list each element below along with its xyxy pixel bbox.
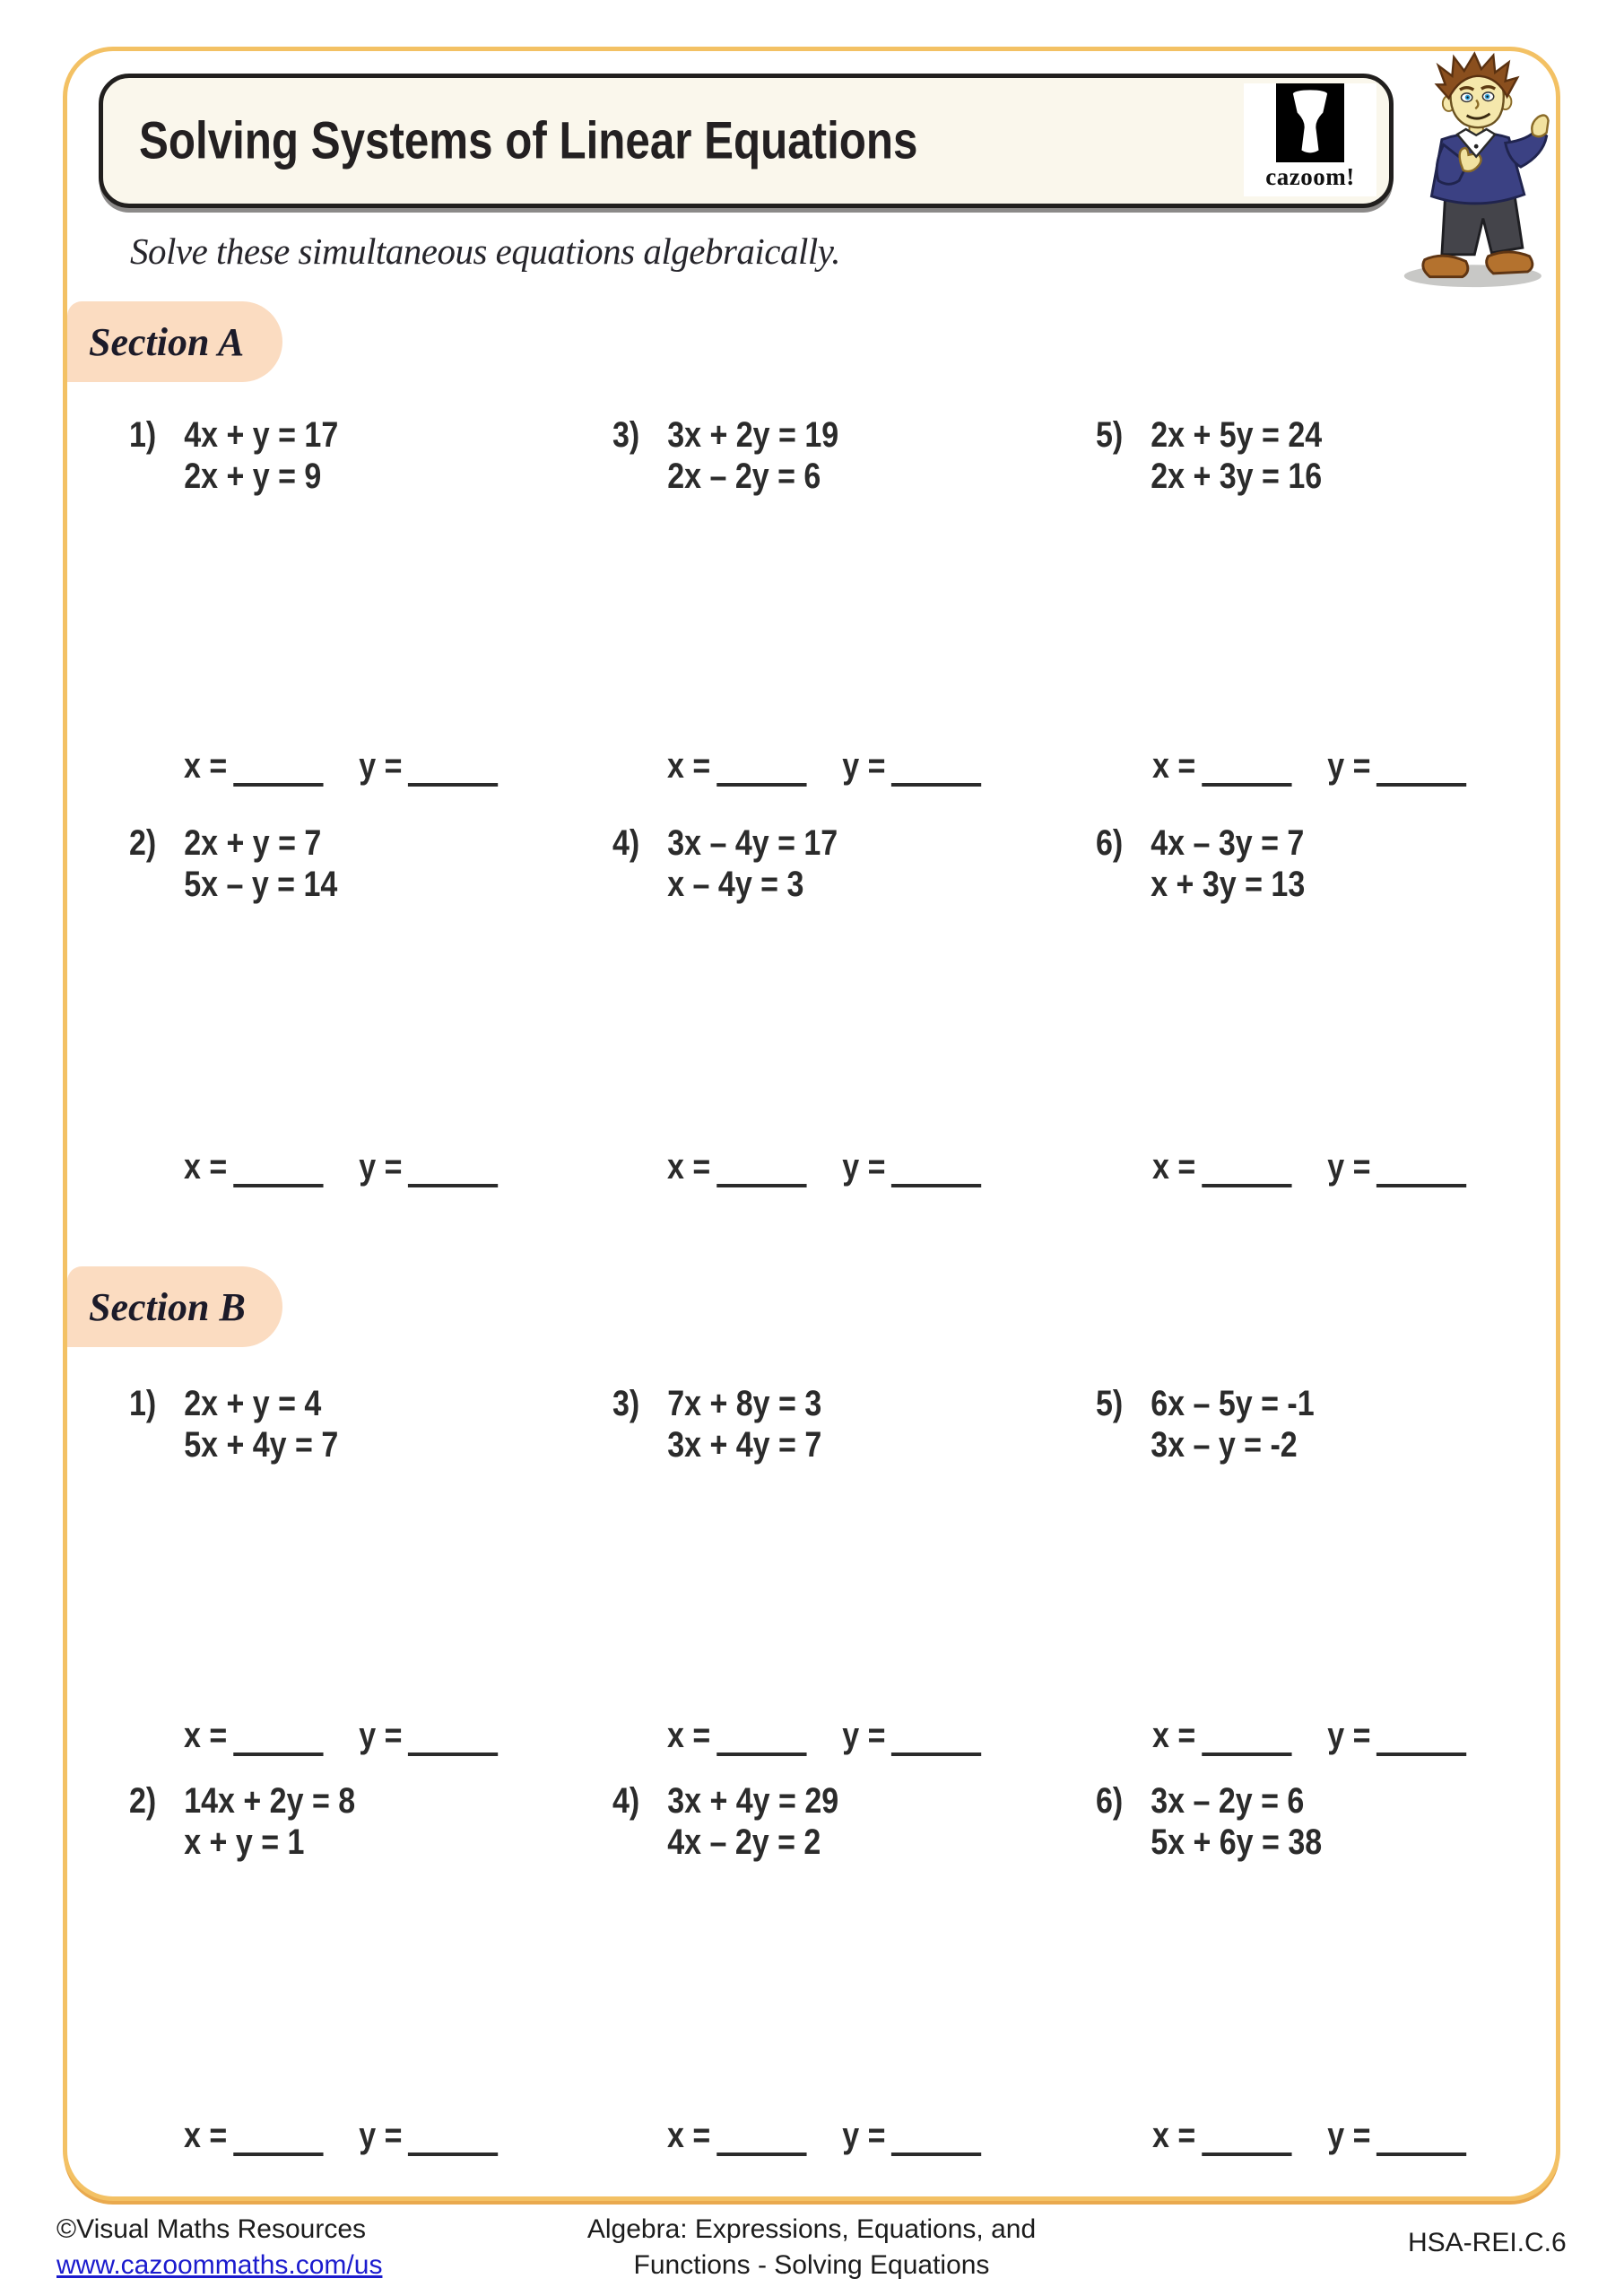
footer-topic-line1: Algebra: Expressions, Equations, and (586, 2214, 1037, 2244)
answer-x-label: x = (184, 746, 228, 786)
answer-blank (891, 1153, 981, 1187)
answer-blank (891, 752, 981, 787)
answer-row (1152, 746, 1467, 787)
answer-x-label: x = (667, 1147, 711, 1187)
answer-x-label: x = (1152, 1716, 1196, 1755)
answer-y-label: y = (359, 746, 403, 786)
answer-row (184, 2116, 499, 2156)
problem-number: 4) (612, 823, 640, 863)
equation-line: 3x + 2y = 19 (667, 415, 839, 455)
equation-line: 4x – 2y = 2 (667, 1822, 821, 1862)
page-title: Solving Systems of Linear Equations (139, 111, 918, 170)
section-a-label: Section A (67, 301, 282, 382)
drum-icon (1276, 83, 1344, 162)
answer-row (1152, 1716, 1467, 1756)
answer-blank (1202, 2122, 1291, 2156)
problem-number: 5) (1096, 415, 1124, 455)
answer-y-label: y = (842, 746, 886, 786)
answer-blank (233, 2122, 323, 2156)
answer-y-label: y = (1327, 2116, 1371, 2155)
equation-line: x + 3y = 13 (1151, 865, 1306, 904)
problem-number: 6) (1096, 1781, 1124, 1821)
answer-blank (716, 1153, 806, 1187)
equation-line: 5x + 6y = 38 (1151, 1822, 1323, 1862)
answer-x-label: x = (184, 2116, 228, 2155)
equation-line: 2x + y = 7 (184, 823, 322, 863)
answer-row (667, 2116, 982, 2156)
answer-blank (408, 2122, 498, 2156)
problem-a6 (1096, 822, 1305, 905)
cazoom-logo (1244, 83, 1376, 196)
problem-b4 (612, 1780, 838, 1863)
footer-standard-code: HSA-REI.C.6 (1408, 2228, 1567, 2257)
answer-y-label: y = (1327, 1147, 1371, 1187)
answer-y-label: y = (1327, 746, 1371, 786)
footer-attribution (56, 2212, 382, 2283)
section-b-label: Section B (67, 1266, 282, 1347)
problem-number: 3) (612, 415, 640, 455)
answer-blank (233, 1722, 323, 1756)
answer-blank (891, 2122, 981, 2156)
answer-row (184, 746, 499, 787)
answer-row (667, 1147, 982, 1187)
answer-blank (1376, 1153, 1466, 1187)
footer-topic (466, 2212, 1157, 2283)
worksheet-instruction: Solve these simultaneous equations algebraically. (130, 230, 840, 272)
problem-number: 6) (1096, 823, 1124, 863)
answer-blank (716, 2122, 806, 2156)
problem-number: 1) (129, 1384, 157, 1423)
equation-line: 3x + 4y = 29 (667, 1781, 839, 1821)
answer-x-label: x = (184, 1716, 228, 1755)
equation-line: 2x + 5y = 24 (1151, 415, 1323, 455)
problem-number: 4) (612, 1781, 640, 1821)
answer-blank (891, 1722, 981, 1756)
answer-x-label: x = (1152, 2116, 1196, 2155)
answer-y-label: y = (359, 1716, 403, 1755)
problem-number: 2) (129, 1781, 157, 1821)
answer-blank (1202, 1153, 1291, 1187)
answer-y-label: y = (842, 1716, 886, 1755)
problem-b5 (1096, 1383, 1315, 1465)
equation-line: 6x – 5y = -1 (1151, 1384, 1315, 1423)
answer-blank (1376, 752, 1466, 787)
answer-blank (408, 752, 498, 787)
answer-blank (233, 752, 323, 787)
problem-b1 (129, 1383, 338, 1465)
equation-line: 3x + 4y = 7 (667, 1425, 822, 1465)
title-box (99, 74, 1394, 208)
answer-row (667, 746, 982, 787)
problem-number: 3) (612, 1384, 640, 1423)
answer-x-label: x = (1152, 1147, 1196, 1187)
answer-y-label: y = (359, 2116, 403, 2155)
answer-blank (716, 1722, 806, 1756)
equation-line: 2x – 2y = 6 (667, 457, 821, 496)
footer-topic-line2: Functions - Solving Equations (633, 2250, 990, 2280)
problem-a5 (1096, 414, 1322, 497)
problem-a4 (612, 822, 838, 905)
problem-number: 5) (1096, 1384, 1124, 1423)
problem-b6 (1096, 1780, 1322, 1863)
answer-row (184, 1147, 499, 1187)
equation-line: 2x + y = 9 (184, 457, 322, 496)
equation-line: 5x – y = 14 (184, 865, 338, 904)
equation-line: 4x + y = 17 (184, 415, 339, 455)
answer-row (1152, 1147, 1467, 1187)
problem-a1 (129, 414, 338, 497)
cazoom-logo-text: cazoom! (1265, 163, 1355, 190)
answer-x-label: x = (667, 746, 711, 786)
answer-blank (408, 1722, 498, 1756)
equation-line: x + y = 1 (184, 1822, 305, 1862)
answer-blank (1376, 2122, 1466, 2156)
answer-y-label: y = (1327, 1716, 1371, 1755)
answer-blank (408, 1153, 498, 1187)
answer-x-label: x = (667, 1716, 711, 1755)
equation-line: 7x + 8y = 3 (667, 1384, 822, 1423)
footer-website-link[interactable]: www.cazoommaths.com/us (56, 2250, 383, 2280)
answer-blank (233, 1153, 323, 1187)
page-border (63, 47, 1560, 2201)
equation-line: 3x – 2y = 6 (1151, 1781, 1305, 1821)
answer-blank (1202, 1722, 1291, 1756)
equation-line: 5x + 4y = 7 (184, 1425, 339, 1465)
equation-line: 3x – 4y = 17 (667, 823, 838, 863)
answer-x-label: x = (667, 2116, 711, 2155)
problem-b2 (129, 1780, 355, 1863)
problem-a3 (612, 414, 838, 497)
equation-line: x – 4y = 3 (667, 865, 804, 904)
answer-x-label: x = (1152, 746, 1196, 786)
equation-line: 2x + y = 4 (184, 1384, 322, 1423)
answer-row (184, 1716, 499, 1756)
answer-y-label: y = (842, 1147, 886, 1187)
equation-line: 2x + 3y = 16 (1151, 457, 1323, 496)
answer-row (1152, 2116, 1467, 2156)
footer-copyright: ©Visual Maths Resources (56, 2214, 367, 2244)
boy-mascot-illustration (1392, 50, 1568, 291)
answer-row (667, 1716, 982, 1756)
answer-blank (716, 752, 806, 787)
answer-blank (1202, 752, 1291, 787)
equation-line: 4x – 3y = 7 (1151, 823, 1305, 863)
answer-y-label: y = (359, 1147, 403, 1187)
equation-line: 14x + 2y = 8 (184, 1781, 356, 1821)
answer-y-label: y = (842, 2116, 886, 2155)
problem-a2 (129, 822, 337, 905)
answer-blank (1376, 1722, 1466, 1756)
problem-b3 (612, 1383, 821, 1465)
equation-line: 3x – y = -2 (1151, 1425, 1298, 1465)
answer-x-label: x = (184, 1147, 228, 1187)
problem-number: 1) (129, 415, 157, 455)
problem-number: 2) (129, 823, 157, 863)
